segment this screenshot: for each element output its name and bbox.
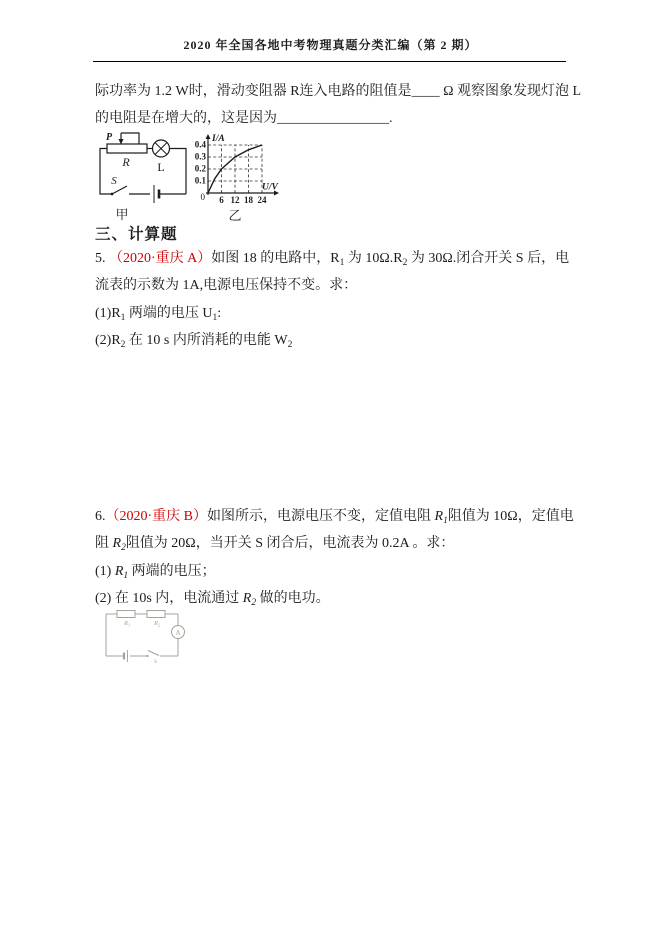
- q5-line1: [95, 249, 575, 273]
- r1-label-sub: 1: [127, 622, 131, 628]
- q5-item2: [95, 331, 575, 355]
- x-tick-6: 6: [219, 195, 224, 205]
- q6-number: 6.: [95, 509, 106, 524]
- slider-label: P: [105, 132, 113, 143]
- q5-line1-text2: 为 10Ω.R: [344, 251, 403, 266]
- q6-line1: [95, 507, 575, 531]
- y-axis-arrow-icon: [206, 134, 211, 139]
- q6-r1-subscript: 1: [443, 516, 448, 526]
- lamp-label: L: [157, 160, 165, 174]
- q6-source-tag: （2020·重庆 B）: [105, 509, 207, 524]
- q6-line1-text: 如图所示，电源电压不变，定值电阻: [207, 509, 435, 524]
- q5-item1: [95, 304, 575, 328]
- q4-line1: [95, 82, 582, 102]
- x-tick-18: 18: [244, 195, 253, 205]
- x-tick-12: 12: [230, 195, 240, 205]
- y-tick-0.3: 0.3: [195, 151, 206, 162]
- y-tick-0.1: 0.1: [195, 175, 206, 186]
- q5-item2-r-sub: 2: [120, 340, 126, 350]
- resistor-r2-symbol: [147, 611, 165, 618]
- q6-item2-text2: 做的电功。: [256, 591, 330, 606]
- r2-label-sub: 2: [157, 622, 161, 628]
- section-title: 三、计算题: [95, 226, 178, 243]
- q6-item1-text: (1): [95, 564, 115, 579]
- circuit-figure-q6: [103, 608, 185, 671]
- q6-line2-text2: 阻值为 20Ω，当开关 S 闭合后，电流表为 0.2A 。求：: [125, 536, 455, 551]
- r2-label-base: R: [154, 620, 158, 627]
- ammeter-label: A: [175, 629, 181, 637]
- q5-line2-text: 流表的示数为 1A,电源电压保持不变。求：: [95, 278, 358, 293]
- q5-item2-text2: 在 10 s 内所消耗的电能 W: [125, 333, 288, 348]
- q6-line1-text2: 阻值为 10Ω，定值电: [447, 509, 574, 524]
- origin-label: 0: [200, 192, 205, 202]
- q5-item2-w-sub: 2: [287, 340, 293, 350]
- q5-item1-text3: :: [217, 306, 222, 321]
- q5-r1-subscript: 1: [339, 258, 345, 268]
- rheostat-symbol: [107, 144, 147, 153]
- header-rule: [93, 61, 566, 62]
- y-tick-labels: [195, 140, 207, 186]
- x-tick-labels: [219, 195, 267, 205]
- y-tick-0.4: 0.4: [195, 139, 206, 150]
- q5-item1-text: (1)R: [95, 306, 121, 321]
- grid-lines: [208, 145, 262, 193]
- page-header-title: 2020 年全国各地中考物理真题分类汇编（第 2 期）: [183, 38, 478, 52]
- x-axis-label: U/V: [262, 182, 278, 193]
- q5-number: 5.: [95, 251, 109, 266]
- r2-label: [153, 620, 161, 628]
- q5-line1-text: 如图 18 的电路中，R: [211, 251, 340, 266]
- x-tick-24: 24: [257, 195, 267, 205]
- q6-item2-r: R: [242, 591, 252, 606]
- y-tick-0.2: 0.2: [195, 163, 206, 174]
- q6-item2-text: (2) 在 10s 内，电流通过: [95, 591, 243, 606]
- q4-answer-blank-1: ____: [411, 84, 440, 99]
- q6-item1: [95, 562, 575, 586]
- q6-r2-subscript: 2: [121, 543, 126, 553]
- iv-graph-svg: [195, 132, 287, 208]
- q6-r1-symbol: R: [434, 509, 444, 524]
- q6-line2: [95, 534, 575, 558]
- q6-item2-r-sub: 2: [251, 598, 257, 608]
- q6-item1-r-sub: 1: [123, 571, 129, 581]
- resistor-r1-symbol: [117, 611, 135, 618]
- q4-answer-blank-2: ________________: [277, 111, 389, 126]
- q5-item1-r-sub: 1: [120, 313, 126, 323]
- q6-item1-r: R: [114, 564, 124, 579]
- q4-line1-text2: Ω 观察图象发现灯泡 L: [439, 84, 582, 99]
- q6-item1-text2: 两端的电压；: [128, 564, 216, 579]
- q4-line2-text: 的电阻是在增大的，这是因为: [95, 111, 277, 126]
- graph-figure-yi: [195, 132, 287, 213]
- r1-label-base: R: [124, 620, 128, 627]
- switch-label: S: [111, 175, 117, 187]
- q5-item1-text2: 两端的电压 U: [125, 306, 213, 321]
- q5-source-tag: （2020·重庆 A）: [109, 251, 212, 266]
- q6-r2-symbol: R: [112, 536, 122, 551]
- q5-r2-subscript: 2: [402, 258, 408, 268]
- switch-s-label: S: [154, 659, 158, 665]
- q4-line2: [95, 109, 575, 129]
- rheostat-label: R: [122, 155, 130, 169]
- caption-jia: 甲: [115, 207, 129, 222]
- q5-item1-u-sub: 1: [212, 313, 218, 323]
- circuit-q6-svg: [103, 608, 185, 666]
- q5-line2: [95, 276, 575, 296]
- q4-line2-text2: .: [389, 111, 393, 126]
- q5-item2-text: (2)R: [95, 333, 121, 348]
- r1-label: [123, 620, 130, 628]
- q5-line1-text3: 为 30Ω.闭合开关 S 后，电: [407, 251, 570, 266]
- caption-yi: 乙: [228, 208, 242, 223]
- circuit-figure-jia: [97, 130, 189, 211]
- circuit-jia-svg: [97, 130, 189, 206]
- y-axis-label: I/A: [212, 134, 225, 144]
- q6-line2-text: 阻: [95, 536, 113, 551]
- q4-line1-text: 际功率为 1.2 W时，滑动变阻器 R连入电路的阻值是: [95, 84, 412, 99]
